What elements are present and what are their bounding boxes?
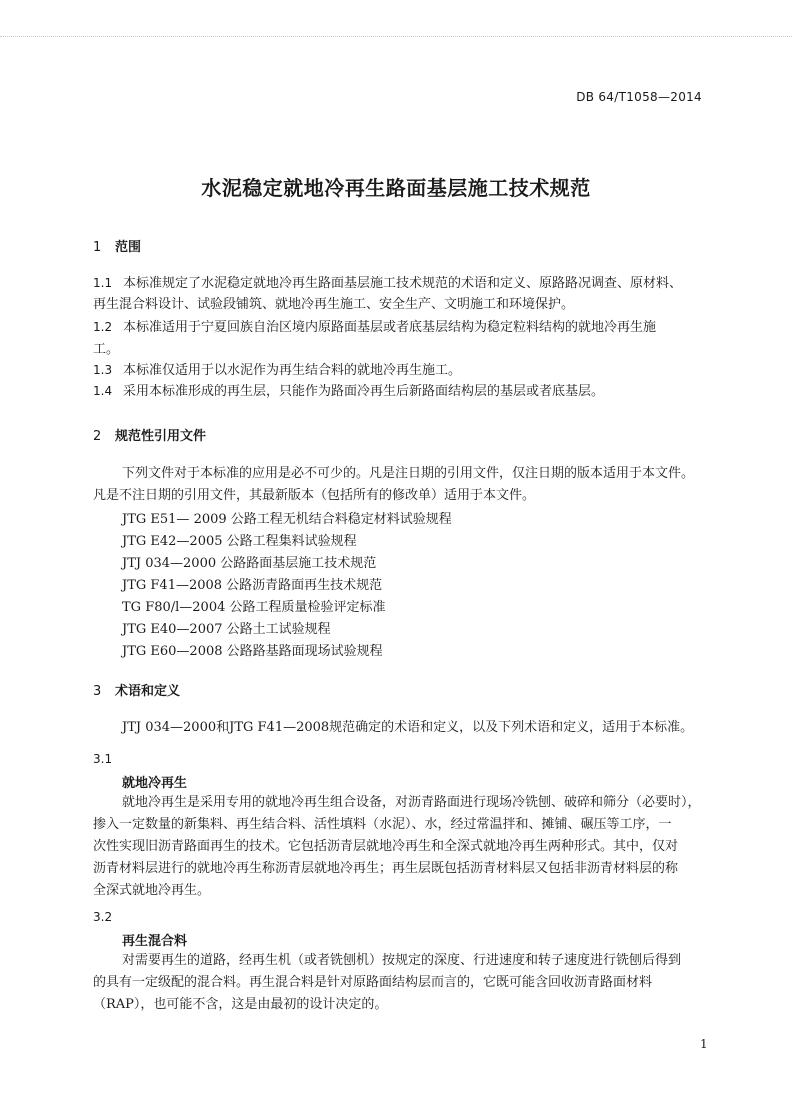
section-3-intro: JTJ 034—2000和JTG F41—2008规范确定的术语和定义，以及下列术语和定义，适用于本标准。 [122, 720, 694, 735]
term-3-1-line-1: 就地冷再生是采用专用的就地冷再生组合设备，对沥青路面进行现场冷铣刨、破碎和筛分（必要时）， [122, 795, 701, 810]
reference-item: TG F80/l—2004 公路工程质量检验评定标准 [122, 600, 386, 615]
section-1-heading [93, 236, 141, 255]
term-number: 3.2 [93, 910, 113, 924]
term-3-2-line-1: 对需要再生的道路，经再生机（或者铣刨机）按规定的深度、行进速度和转子速度进行铣刨后得到 [122, 953, 682, 968]
term-3-1-line-2: 掺入一定数量的新集料、再生结合料、活性填料（水泥）、水，经过常温拌和、摊铺、碾压等工序，一 [93, 817, 672, 832]
clause-number: 1.1 [93, 276, 113, 290]
clause-number: 1.4 [93, 384, 113, 398]
term-title: 再生混合料 [122, 934, 188, 949]
clause-1-1-line-1 [93, 274, 682, 293]
clause-text: 本标准适用于宁夏回族自治区境内原路面基层或者底基层结构为稳定粒料结构的就地冷再生施 [123, 320, 657, 335]
term-3-1-line-3: 次性实现旧沥青路面再生的技术。它包括沥青层就地冷再生和全深式就地冷再生两种形式。其中，仅对 [93, 839, 679, 854]
clause-1-2-line-1 [93, 318, 656, 337]
clause-text: 本标准规定了水泥稳定就地冷再生路面基层施工技术规范的术语和定义、原路路况调查、原材料、 [123, 276, 683, 291]
clause-text: 本标准仅适用于以水泥作为再生结合料的就地冷再生施工。 [123, 363, 462, 378]
section-number: 3 [93, 684, 102, 699]
section-2-intro-line-1: 下列文件对于本标准的应用是必不可少的。凡是注日期的引用文件，仅注日期的版本适用于本文件。 [122, 466, 695, 481]
reference-item: JTG E51— 2009 公路工程无机结合料稳定材料试验规程 [122, 512, 452, 527]
clause-text: 采用本标准形成的再生层，只能作为路面冷再生后新路面结构层的基层或者底基层。 [123, 384, 605, 399]
section-2-intro-line-2: 凡是不注日期的引用文件，其最新版本（包括所有的修改单）适用于本文件。 [93, 488, 536, 503]
clause-1-4 [93, 382, 604, 401]
standard-code: DB 64/T1058—2014 [576, 90, 702, 104]
term-3-1-line-4: 沥青材料层进行的就地冷再生称沥青层就地冷再生；再生层既包括沥青材料层又包括非沥青材料层的称 [93, 861, 679, 876]
reference-item: JTG E60—2008 公路路基路面现场试验规程 [122, 644, 383, 659]
page-number: 1 [700, 1037, 708, 1051]
clause-number: 1.2 [93, 320, 113, 334]
term-title: 就地冷再生 [122, 776, 188, 791]
document-title: 水泥稳定就地冷再生路面基层施工技术规范 [201, 176, 591, 200]
reference-item: JTG E40—2007 公路土工试验规程 [122, 622, 331, 637]
reference-item: JTG E42—2005 公路工程集料试验规程 [122, 534, 357, 549]
term-number: 3.1 [93, 752, 113, 766]
clause-1-1-line-2: 再生混合料设计、试验段铺筑、就地冷再生施工、安全生产、文明施工和环境保护。 [93, 297, 575, 312]
reference-item: JTG F41—2008 公路沥青路面再生技术规范 [122, 578, 383, 593]
section-title: 术语和定义 [115, 684, 181, 699]
section-title: 范围 [115, 240, 142, 255]
clause-1-3 [93, 361, 461, 380]
section-2-heading [93, 425, 206, 444]
term-3-2-line-3: （RAP），也可能不含，这是由最初的设计决定的。 [93, 997, 388, 1012]
clause-1-2-line-2: 工。 [93, 342, 120, 357]
clause-number: 1.3 [93, 363, 113, 377]
reference-item: JTJ 034—2000 公路路面基层施工技术规范 [122, 556, 377, 571]
term-3-1-line-5: 全深式就地冷再生。 [93, 883, 211, 898]
top-divider [0, 36, 792, 37]
section-title: 规范性引用文件 [115, 429, 207, 444]
section-number: 2 [93, 429, 102, 444]
section-3-heading [93, 680, 180, 699]
section-number: 1 [93, 240, 102, 255]
term-3-2-line-2: 的具有一定级配的混合料。再生混合料是针对原路面结构层而言的，它既可能含回收沥青路面材料 [93, 975, 653, 990]
